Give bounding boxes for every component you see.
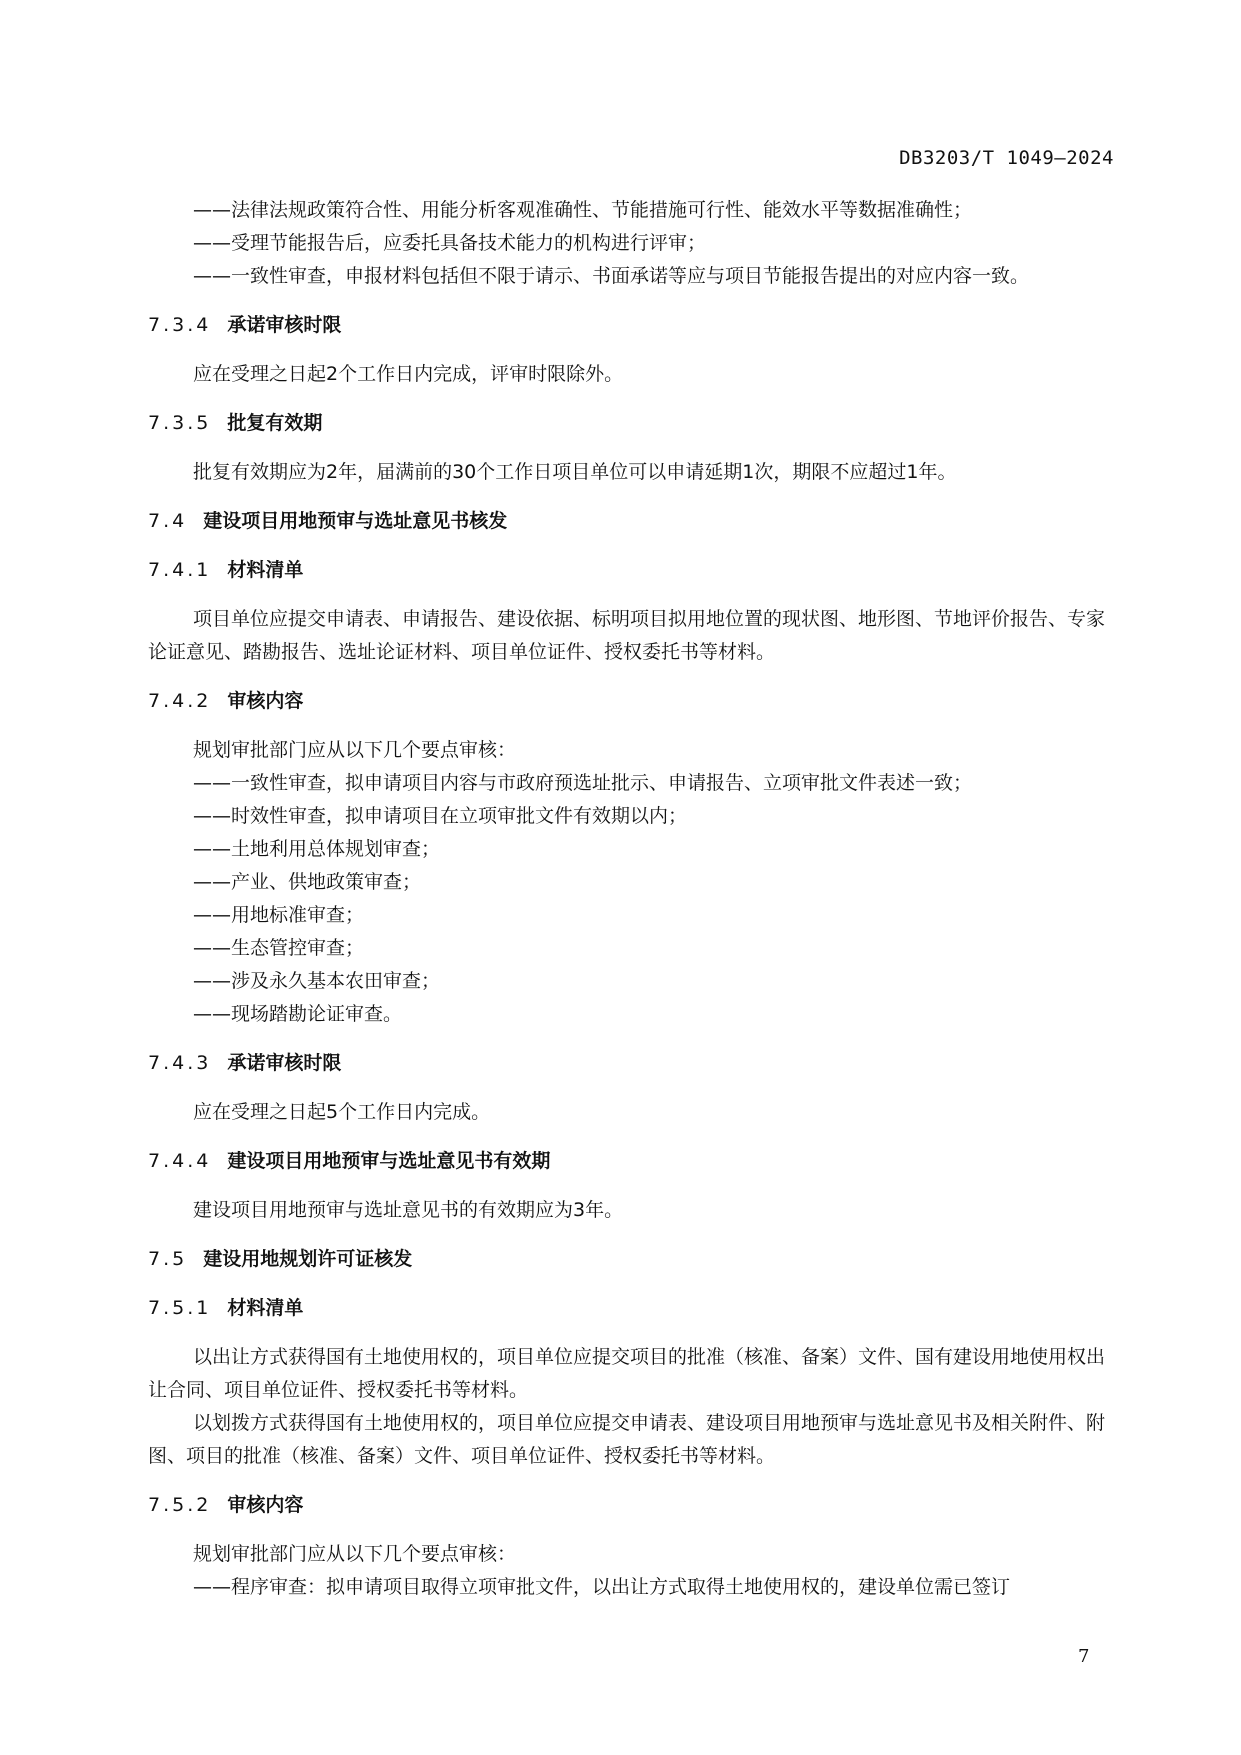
section-number: 7.4.4 bbox=[148, 1150, 212, 1172]
paragraph: 应在受理之日起2个工作日内完成，评审时限除外。 bbox=[193, 363, 624, 385]
section-number: 7.5.2 bbox=[148, 1494, 212, 1516]
section-number: 7.4.3 bbox=[148, 1052, 212, 1074]
section-heading-7-4-1 bbox=[148, 554, 1116, 587]
section-title: 建设用地规划许可证核发 bbox=[203, 1248, 413, 1270]
list-item: ——一致性审查，申报材料包括但不限于请示、书面承诺等应与项目节能报告提出的对应内容一致。 bbox=[193, 265, 1030, 287]
list-item: ——生态管控审查； bbox=[193, 937, 365, 959]
list-item: ——时效性审查，拟申请项目在立项审批文件有效期以内； bbox=[193, 805, 688, 827]
section-heading-7-4 bbox=[148, 505, 1116, 538]
paragraph: 应在受理之日起5个工作日内完成。 bbox=[193, 1101, 491, 1123]
section-number: 7.4.1 bbox=[148, 559, 212, 581]
section-number: 7.4 bbox=[148, 510, 188, 532]
page-body bbox=[148, 194, 1116, 1604]
section-title: 建设项目用地预审与选址意见书核发 bbox=[203, 510, 508, 532]
section-number: 7.3.4 bbox=[148, 314, 212, 336]
paragraph: 以划拨方式获得国有土地使用权的，项目单位应提交申请表、建设项目用地预审与选址意见书及相关附件、附图、项目的批准（核准、备案）文件、项目单位证件、授权委托书等材料。 bbox=[148, 1412, 1106, 1467]
list-item: ——现场踏勘论证审查。 bbox=[193, 1003, 403, 1025]
page-number: 7 bbox=[1078, 1646, 1090, 1667]
list-item: ——受理节能报告后，应委托具备技术能力的机构进行评审； bbox=[193, 232, 707, 254]
document-code: DB3203/T 1049—2024 bbox=[899, 147, 1114, 169]
section-heading-7-4-3 bbox=[148, 1047, 1116, 1080]
list-item: ——用地标准审查； bbox=[193, 904, 365, 926]
section-title: 建设项目用地预审与选址意见书有效期 bbox=[227, 1150, 551, 1172]
section-heading-7-3-5 bbox=[148, 407, 1116, 440]
paragraph: 批复有效期应为2年，届满前的30个工作日项目单位可以申请延期1次，期限不应超过1年。 bbox=[193, 461, 957, 483]
section-heading-7-5 bbox=[148, 1243, 1116, 1276]
section-title: 承诺审核时限 bbox=[227, 314, 342, 336]
list-item: ——法律法规政策符合性、用能分析客观准确性、节能措施可行性、能效水平等数据准确性； bbox=[193, 199, 973, 221]
section-title: 审核内容 bbox=[227, 1494, 304, 1516]
section-title: 材料清单 bbox=[227, 1297, 304, 1319]
section-title: 承诺审核时限 bbox=[227, 1052, 342, 1074]
paragraph: 以出让方式获得国有土地使用权的，项目单位应提交项目的批准（核准、备案）文件、国有建设用地使用权出让合同、项目单位证件、授权委托书等材料。 bbox=[148, 1346, 1106, 1401]
section-title: 材料清单 bbox=[227, 559, 304, 581]
section-heading-7-4-4 bbox=[148, 1145, 1116, 1178]
list-item: ——涉及永久基本农田审查； bbox=[193, 970, 441, 992]
paragraph: 项目单位应提交申请表、申请报告、建设依据、标明项目拟用地位置的现状图、地形图、节地评价报告、专家论证意见、踏勘报告、选址论证材料、项目单位证件、授权委托书等材料。 bbox=[148, 608, 1106, 663]
section-title: 审核内容 bbox=[227, 690, 304, 712]
section-heading-7-3-4 bbox=[148, 309, 1116, 342]
paragraph: 规划审批部门应从以下几个要点审核： bbox=[193, 739, 517, 761]
section-number: 7.5.1 bbox=[148, 1297, 212, 1319]
section-heading-7-5-1 bbox=[148, 1292, 1116, 1325]
paragraph: 规划审批部门应从以下几个要点审核： bbox=[193, 1543, 517, 1565]
list-item: ——一致性审查，拟申请项目内容与市政府预选址批示、申请报告、立项审批文件表述一致； bbox=[193, 772, 973, 794]
list-item: ——产业、供地政策审查； bbox=[193, 871, 422, 893]
section-number: 7.5 bbox=[148, 1248, 188, 1270]
section-number: 7.4.2 bbox=[148, 690, 212, 712]
section-heading-7-5-2 bbox=[148, 1489, 1116, 1522]
list-item: ——程序审查：拟申请项目取得立项审批文件，以出让方式取得土地使用权的，建设单位需已签订 bbox=[193, 1576, 1011, 1598]
section-title: 批复有效期 bbox=[227, 412, 323, 434]
section-number: 7.3.5 bbox=[148, 412, 212, 434]
paragraph: 建设项目用地预审与选址意见书的有效期应为3年。 bbox=[193, 1199, 624, 1221]
section-heading-7-4-2 bbox=[148, 685, 1116, 718]
list-item: ——土地利用总体规划审查； bbox=[193, 838, 441, 860]
